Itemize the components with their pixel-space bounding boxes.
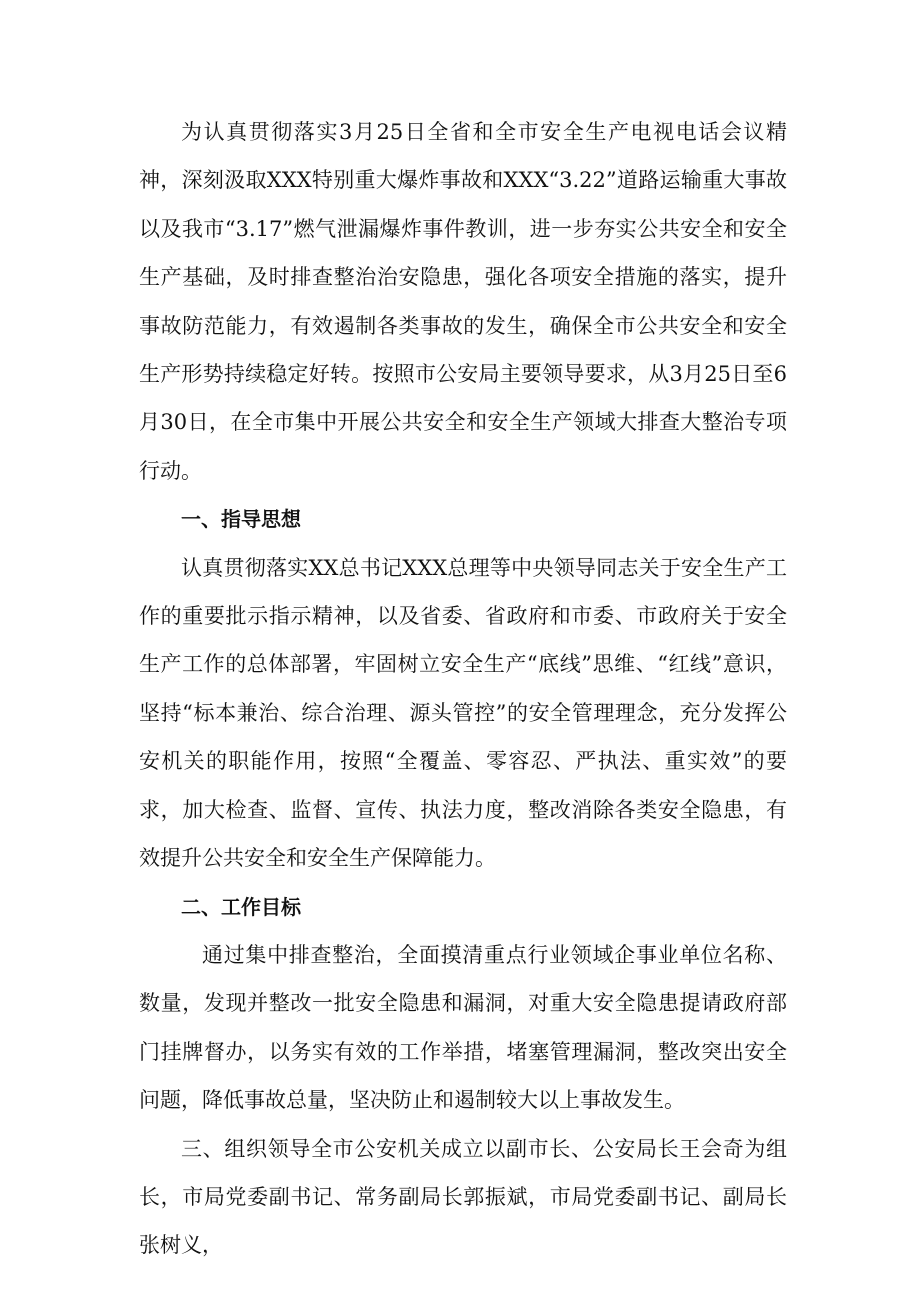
- section-heading-guiding-thought: 一、指导思想: [181, 507, 301, 532]
- guiding-thought-paragraph: 认真贯彻落实XX总书记XXX总理等中央领导同志关于安全生产工作的重要批示指示精神，以及省委、省政府和市委、市政府关于安全生产工作的总体部署，牢固树立安全生产“底线”思维、“红线”意识，坚持“标本兼治、综合治理、源头管控”的安全管理理念，充分发挥公安机关的职能作用，按照“全覆盖、零容忍、严执法、重实效”的要求，加大检查、监督、宣传、执法力度，整改消除各类安全隐患，有效提升公共安全和安全生产保障能力。: [139, 555, 787, 871]
- work-goals-paragraph: 通过集中排查整治，全面摸清重点行业领域企事业单位名称、数量，发现并整改一批安全隐患和漏洞，对重大安全隐患提请政府部门挂牌督办，以务实有效的工作举措，堵塞管理漏洞，整改突出安全问题，降低事故总量，坚决防止和遏制较大以上事故发生。: [139, 942, 787, 1113]
- intro-paragraph: 为认真贯彻落实3月25日全省和全市安全生产电视电话会议精神，深刻汲取XXX特别重大爆炸事故和XXX“3.22”道路运输重大事故以及我市“3.17”燃气泄漏爆炸事件教训，进一步夯实公共安全和安全生产基础，及时排查整治治安隐患，强化各项安全措施的落实，提升事故防范能力，有效遏制各类事故的发生，确保全市公共安全和安全生产形势持续稳定好转。按照市公安局主要领导要求，从3月25日至6月30日，在全市集中开展公共安全和安全生产领域大排查大整治专项行动。: [139, 120, 787, 483]
- document-body: [139, 108, 787, 1270]
- organization-paragraph: 三、组织领导全市公安机关成立以副市长、公安局长王会奇为组长，市局党委副书记、常务副局长郭振斌，市局党委副书记、副局长张树义，: [139, 1136, 787, 1258]
- section-heading-work-goals: 二、工作目标: [181, 894, 301, 919]
